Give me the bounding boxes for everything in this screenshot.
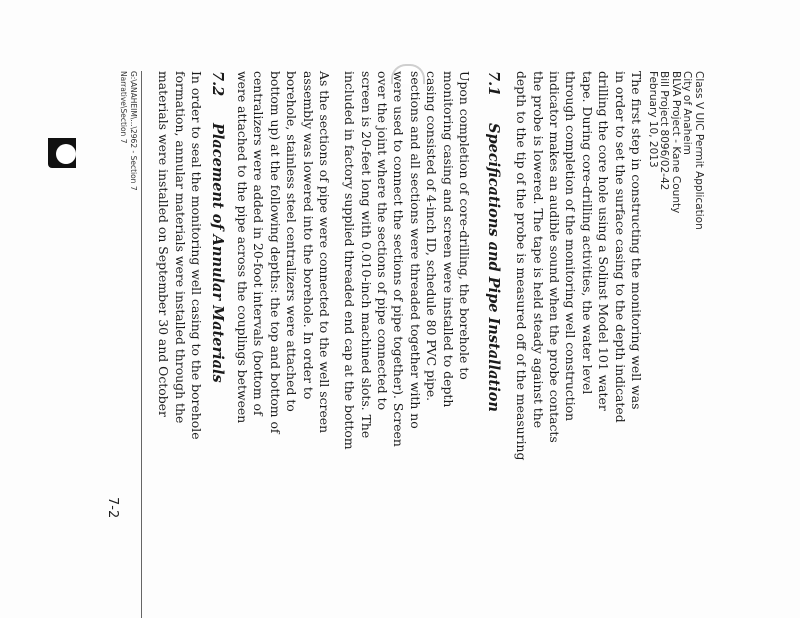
text-line: In order to seal the monitoring well casing to the borehole [189, 71, 204, 440]
text-line: The first step in constructing the monitoring well was [629, 71, 644, 410]
text-line: were used to connect the sections of pipe together). Screen [391, 71, 407, 447]
text-line: included in factory supplied threaded end cap at the bottom [342, 71, 358, 450]
text-line: As the sections of pipe were connected to the well screen [317, 71, 332, 434]
section-7-2-paragraph [155, 71, 204, 618]
section-number: 7.1 [485, 71, 502, 97]
text-line: assembly was lowered into the borehole. In order to [300, 71, 316, 400]
text-line: borehole, stainless steel centralizers were attached to [284, 71, 300, 412]
text-line: formation, annular materials were installed through the [172, 71, 188, 424]
header-line: Class V UIC Permit Application [693, 71, 705, 230]
section-title: Placement of Annular Materials [209, 123, 226, 383]
text-line: through completion of the monitoring well construction [563, 71, 579, 422]
text-line: Upon completion of core-drilling, the borehole to [457, 71, 472, 380]
intro-paragraph [513, 71, 644, 618]
document-header [647, 71, 705, 230]
footer-divider [141, 71, 142, 618]
section-number: 7.2 [209, 71, 226, 97]
text-line: casing consisted of 4-inch ID, schedule 80 PVC pipe. [424, 71, 440, 402]
text-line: screen is 20-feet long with 0.010-inch machined slots. The [358, 71, 374, 439]
section-title: Specifications and Pipe Installation [485, 123, 502, 412]
text-line: bottom up) at the following depths: the top and bottom of [267, 71, 283, 434]
section-heading-7-1 [485, 71, 502, 412]
header-line: City of Anaheim [681, 71, 694, 155]
text-line: over the joint where the sections of pipe connected to [374, 71, 390, 411]
text-line: depth to the tip of the probe is measured off of the measuring [514, 71, 530, 461]
text-line: centralizers were added in 20-foot intervals (bottom of [251, 71, 267, 416]
footer-path-2: Narrative\Section 7 [119, 71, 128, 144]
text-line: the probe is lowered. The tape is held steady against the [530, 71, 546, 429]
text-line: were attached to the pipe across the couplings between [234, 71, 250, 424]
rotated-document-page [90, 49, 710, 569]
text-line: materials were installed on September 30 and October [156, 71, 172, 417]
footer-path: G:\ANAHEIM\...\2962 - Section 7 [129, 71, 138, 191]
text-line: indicator makes an audible sound when the probe contacts [546, 71, 562, 443]
header-line: Bill Project 8096/02-42 [658, 71, 671, 191]
section-heading-7-2 [209, 71, 226, 383]
document-footer [118, 71, 138, 191]
header-line: February 10, 2013 [647, 71, 659, 168]
section-7-1-paragraph-2 [234, 71, 332, 618]
text-line: sections and all sections were threaded together with no [407, 71, 423, 429]
section-7-1-paragraph [341, 71, 472, 618]
header-line: BLVA Project - Kane County [670, 71, 682, 214]
binder-clip-mark [48, 138, 76, 168]
text-line: in order to set the surface casing to the depth indicated [612, 71, 628, 423]
text-line: drilling the core hole using a Solinst Model 101 water [596, 71, 612, 411]
text-line: tape. During core-drilling activities, the water level [579, 71, 595, 395]
text-line: monitoring casing and screen were installed to depth [440, 71, 456, 408]
page-number: 7-2 [105, 497, 120, 519]
